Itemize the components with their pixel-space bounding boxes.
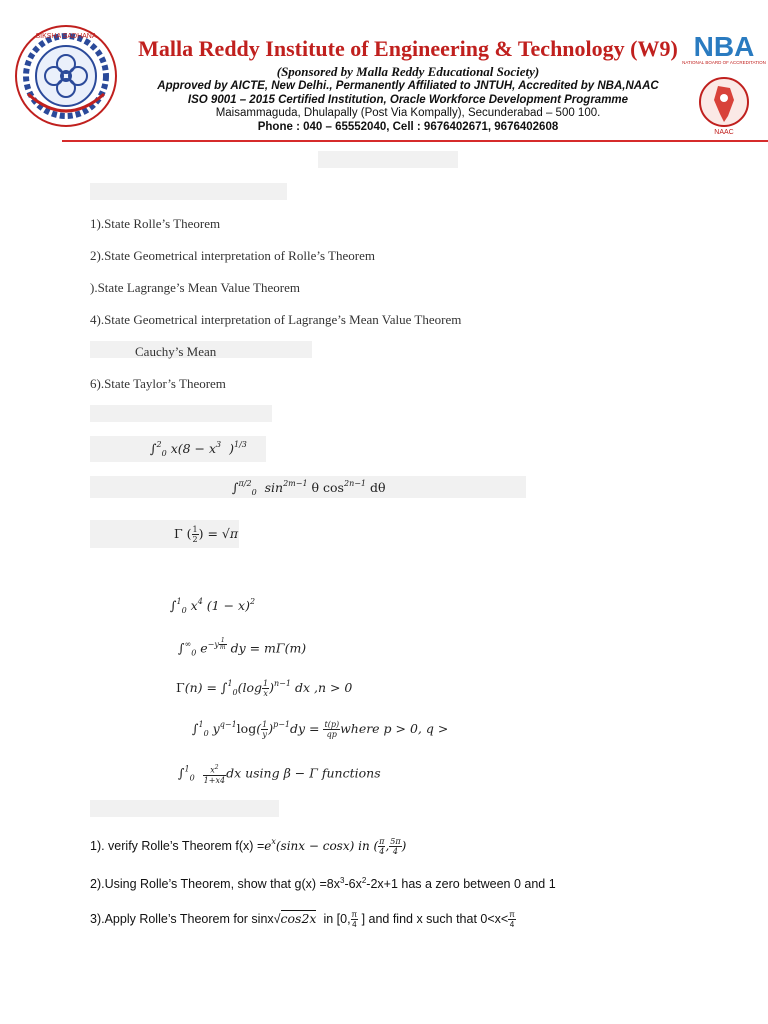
problem-2: 2).Using Rolle’s Theorem, show that $g(x) =8x^3-6x^2-2x+1$ has a zero between 0 and 1 (90, 876, 556, 892)
problem-3: 3).Apply Rolle’s Theorem for sinx√cos2x in [0, $\frac{\pi}{4}$ ] and find x such that 0<x< $\frac{\pi}{4}$ (90, 910, 515, 929)
question-3: ).State Lagrange’s Mean Value Theorem (90, 280, 300, 295)
math-expr-3: Γ ( $\frac{1}{2}$ ) = √π (174, 525, 239, 544)
problem-1: 1). verify Rolle’s Theorem $f(x) =e^x(\sin x - \cos x)$ in ( $\frac{\pi}{4}$ , $\frac{5\pi}{4}$ ) (90, 837, 407, 856)
approval-line: Approved by AICTE, New Delhi., Permanently Affiliated to JNTUH, Accredited by NBA,NAAC (157, 80, 659, 92)
nba-logo: NBA (693, 31, 755, 62)
math-expr-4: ∫$^1_0$ $x^4$ $(1 - x)^2$ (170, 597, 256, 615)
redacted-section-heading (90, 183, 287, 200)
math-expr-8: ∫$^1_0$ $\frac{x^2}{1+x4}$ dx using β − Γ functions (178, 764, 381, 785)
question-6: 6).State Taylor’s Theorem (90, 376, 226, 391)
phone-line: Phone : 040 – 65552040, Cell : 9676402671, 9676402608 (257, 121, 559, 133)
sponsor-line: (Sponsored by Malla Reddy Educational Society) (276, 64, 540, 79)
left-logo-text: SIKSHA SADHANA (35, 33, 97, 40)
accreditation-logos (682, 30, 766, 140)
question-4: 4).State Geometrical interpretation of Lagrange’s Mean Value Theorem (90, 312, 462, 327)
math-expr-1: ∫$^2_0$ $x(8 - x^3$ )$^{1/3}$ (150, 440, 247, 458)
math-expr-2: ∫$^{\pi/2}_0$ $\sin^{2m-1} \theta$ $\cos^{2n-1} d\theta$ (232, 479, 386, 497)
math-expr-5: $\int^\infty_0$ $e^{-y \frac{1}{m}}$ dy = mΓ(m) (178, 637, 307, 658)
header-divider (62, 140, 768, 142)
institution-logo (14, 24, 118, 128)
redacted-section-heading-3 (90, 800, 279, 817)
redacted-section-heading-2 (90, 405, 272, 422)
question-1: 1).State Rolle’s Theorem (90, 216, 221, 231)
math-expr-6: Γ(n) = ∫$^1_0$(log $\frac{1}{x}$ )$^{n-1}$ dx ,n > 0 (176, 679, 353, 698)
redacted-title (318, 151, 458, 168)
question-5: Cauchy’s Mean (135, 344, 217, 359)
question-2: 2).State Geometrical interpretation of Rolle’s Theorem (90, 248, 375, 263)
institution-name: Malla Reddy Institute of Engineering & Technology (W9) (138, 36, 678, 61)
naac-label: NAAC (714, 129, 734, 136)
address-line: Maisammaguda, Dhulapally (Post Via Kompally), Secunderabad – 500 100. (215, 107, 601, 119)
nba-subtitle: NATIONAL BOARD OF ACCREDITATION (682, 60, 766, 65)
math-expr-7: ∫$^1_0$ $y^{q-1}\log$( $\frac{1}{y}$ )$^{p-1}$dy = $\frac{t(p)}{qp}$ where p > 0, q > (192, 720, 449, 739)
certification-line: ISO 9001 – 2015 Certified Institution, Oracle Workforce Development Programme (187, 94, 629, 106)
